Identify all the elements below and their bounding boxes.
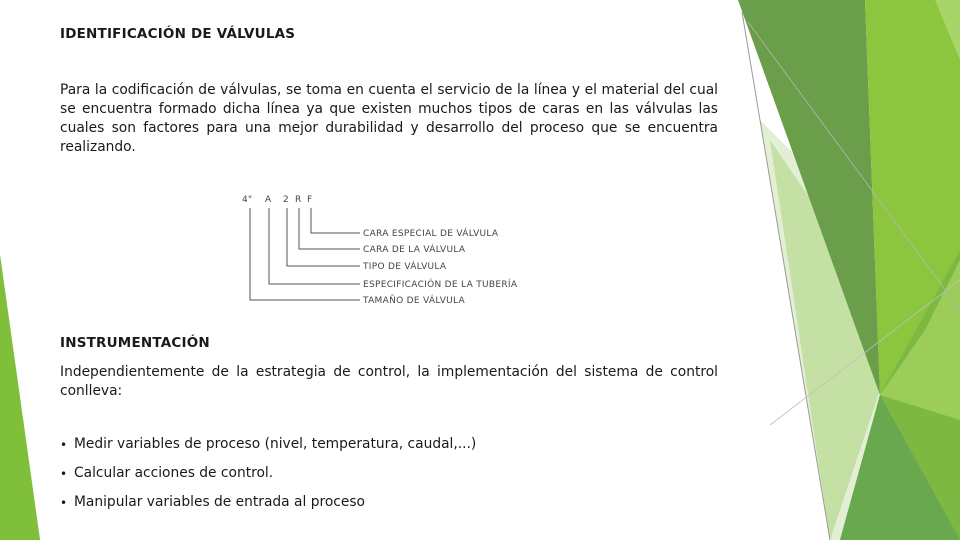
connector-size [250,208,360,300]
right-bottom-dark-facet [840,395,960,540]
section-paragraph: Independientemente de la estrategia de control, la implementación del sistema de control conlleva: [60,364,718,399]
label-pipe-spec: ESPECIFICACIÓN DE LA TUBERÍA [363,280,518,290]
list-item [60,436,476,465]
list-item-text: Calcular acciones de control. [74,465,274,481]
connector-face [299,208,360,249]
right-top-facet [935,0,960,60]
label-valve-face: CARA DE LA VÁLVULA [363,245,466,255]
right-divider-line-3 [770,280,960,425]
right-green-facet [865,0,960,540]
right-bottom-facet [840,250,960,540]
connector-spec [269,208,360,284]
label-valve-size: TAMAÑO DE VÁLVULA [363,296,466,306]
bullet-list [60,436,476,523]
intro-paragraph: Para la codificación de válvulas, se toma en cuenta el servicio de la línea y el material del cual se encuentra formado dicha línea ya que existen muchos tipos de caras en las válvulas las cuales son factores para una mejor durabilidad y desarrollo del proceso que se encuentra realizando. [60,82,718,155]
code-part-size: 4" [242,195,253,205]
connector-special [311,208,360,233]
diagram-connectors [250,208,360,300]
code-part-face: R [295,195,302,205]
right-pale-facet [760,120,960,540]
label-valve-type: TIPO DE VÁLVULA [363,262,447,272]
bullet-icon: • [60,438,68,452]
label-special-face: CARA ESPECIAL DE VÁLVULA [363,229,499,239]
left-green-shape [0,255,40,540]
list-item [60,494,476,523]
right-divider-line-1 [742,12,830,540]
slide-title: IDENTIFICACIÓN DE VÁLVULAS [60,26,296,42]
valve-code-diagram [238,190,518,310]
right-mid-facet [880,260,960,420]
code-part-type: 2 [283,195,290,205]
section-title: INSTRUMENTACIÓN [60,335,210,351]
list-item-text: Medir variables de proceso (nivel, temperatura, caudal,...) [74,436,477,452]
right-divider-line-2 [748,22,960,310]
right-dark-facet [738,0,880,395]
code-part-special: F [307,195,313,205]
bullet-icon: • [60,496,68,510]
connector-type [287,208,360,266]
list-item [60,465,476,494]
bullet-icon: • [60,467,68,481]
left-green-triangle [0,255,40,540]
code-part-spec: A [265,195,272,205]
list-item-text: Manipular variables de entrada al proceso [74,494,365,510]
right-light-facet [770,140,900,540]
